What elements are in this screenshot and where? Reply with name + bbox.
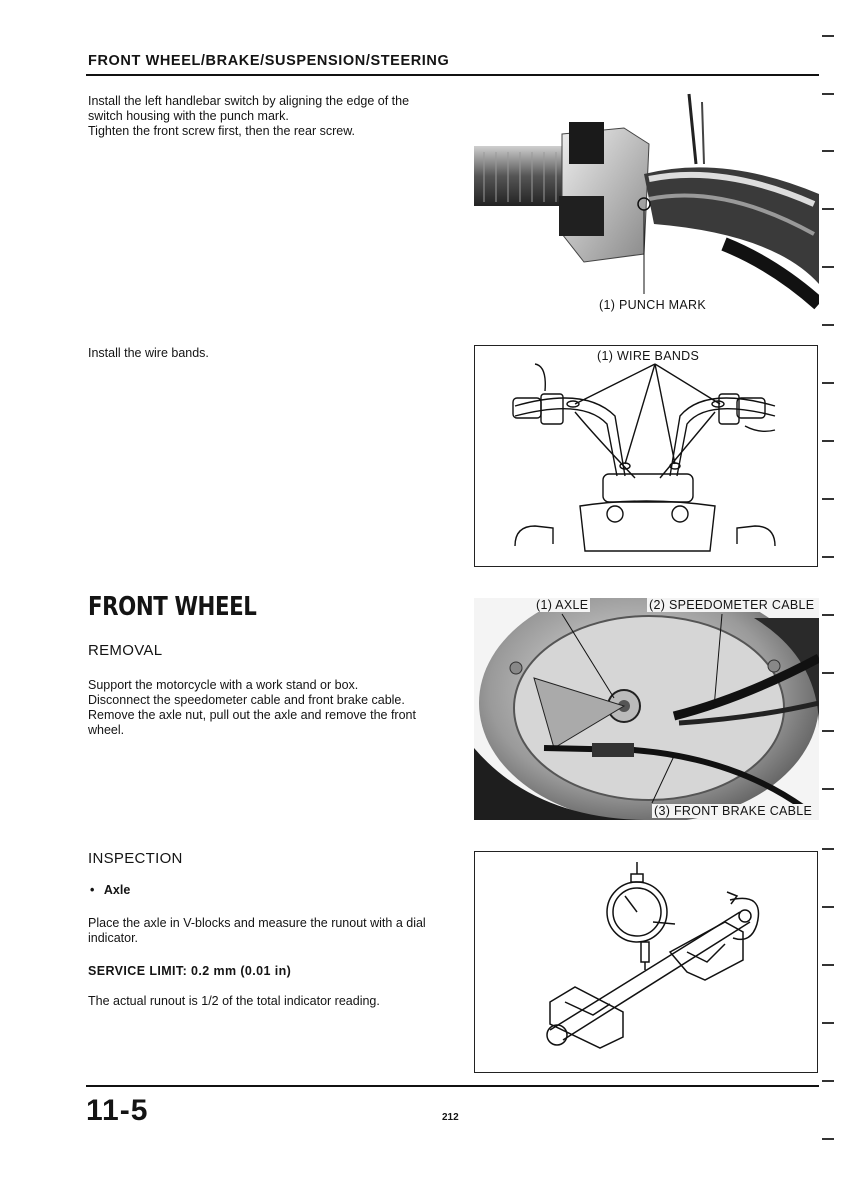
scan-edge-mark [822,35,834,37]
inspection-heading: INSPECTION [88,850,183,867]
scan-edge-mark [822,788,834,790]
front-wheel-title: FRONT WHEEL [88,592,257,622]
switch-install-text [88,94,468,139]
scan-edge-mark [822,498,834,500]
dial-indicator-figure [474,851,818,1073]
axle-runout-diagram [475,852,817,1072]
scan-edge-mark [822,906,834,908]
footer-rule [86,1085,819,1087]
scan-edge-mark [822,208,834,210]
scan-edge-mark [822,730,834,732]
switch-install-line: switch housing with the punch mark. [88,109,289,123]
inspection-instructions [88,916,468,946]
axle-label: (1) AXLE [536,598,589,612]
removal-heading: REMOVAL [88,642,163,659]
scan-edge-mark [822,1022,834,1024]
scan-edge-mark [822,324,834,326]
scan-edge-mark [822,556,834,558]
speedometer-cable-label: (2) SPEEDOMETER CABLE [649,598,815,612]
wire-bands-label: (1) WIRE BANDS [597,349,700,363]
punch-mark-figure [474,84,819,324]
instruction-line: Place the axle in V-blocks and measure the runout with a dial [88,916,426,930]
instruction-line: indicator. [88,931,139,945]
removal-line: Support the motorcycle with a work stand or box. [88,678,359,692]
scan-edge-mark [822,382,834,384]
scan-edge-mark [822,150,834,152]
printed-page-number: 212 [442,1112,459,1123]
section-title: FRONT WHEEL/BRAKE/SUSPENSION/STEERING [88,53,450,69]
runout-note: The actual runout is 1/2 of the total indicator reading. [88,994,380,1008]
header-rule [86,74,819,76]
scan-edge-mark [822,1138,834,1140]
removal-line: wheel. [88,723,125,737]
front-wheel-figure [474,598,819,820]
wire-bands-figure [474,345,818,567]
service-limit: SERVICE LIMIT: 0.2 mm (0.01 in) [88,964,292,978]
switch-install-line: Install the left handlebar switch by aligning the edge of the [88,94,410,108]
axle-item-label: Axle [103,883,131,897]
wire-bands-text: Install the wire bands. [88,346,209,360]
scan-edge-mark [822,266,834,268]
scan-edge-mark [822,614,834,616]
scan-edge-mark [822,964,834,966]
handlebar-switch-photo [474,84,819,324]
switch-install-line: Tighten the front screw first, then the rear screw. [88,124,356,138]
removal-line: Remove the axle nut, pull out the axle and remove the front [88,708,416,722]
scan-edge-mark [822,440,834,442]
removal-line: Disconnect the speedometer cable and front brake cable. [88,693,405,707]
scan-edge-mark [822,848,834,850]
front-wheel-photo [474,598,819,820]
front-brake-cable-label: (3) FRONT BRAKE CABLE [654,804,813,818]
handlebar-diagram [475,346,817,566]
scan-edge-mark [822,93,834,95]
axle-item [90,883,130,898]
scan-edge-mark [822,672,834,674]
bullet: • [90,883,95,897]
section-page-number: 11-5 [86,1094,149,1127]
scan-edge-mark [822,1080,834,1082]
removal-text [88,678,468,738]
punch-mark-label: (1) PUNCH MARK [599,298,706,312]
